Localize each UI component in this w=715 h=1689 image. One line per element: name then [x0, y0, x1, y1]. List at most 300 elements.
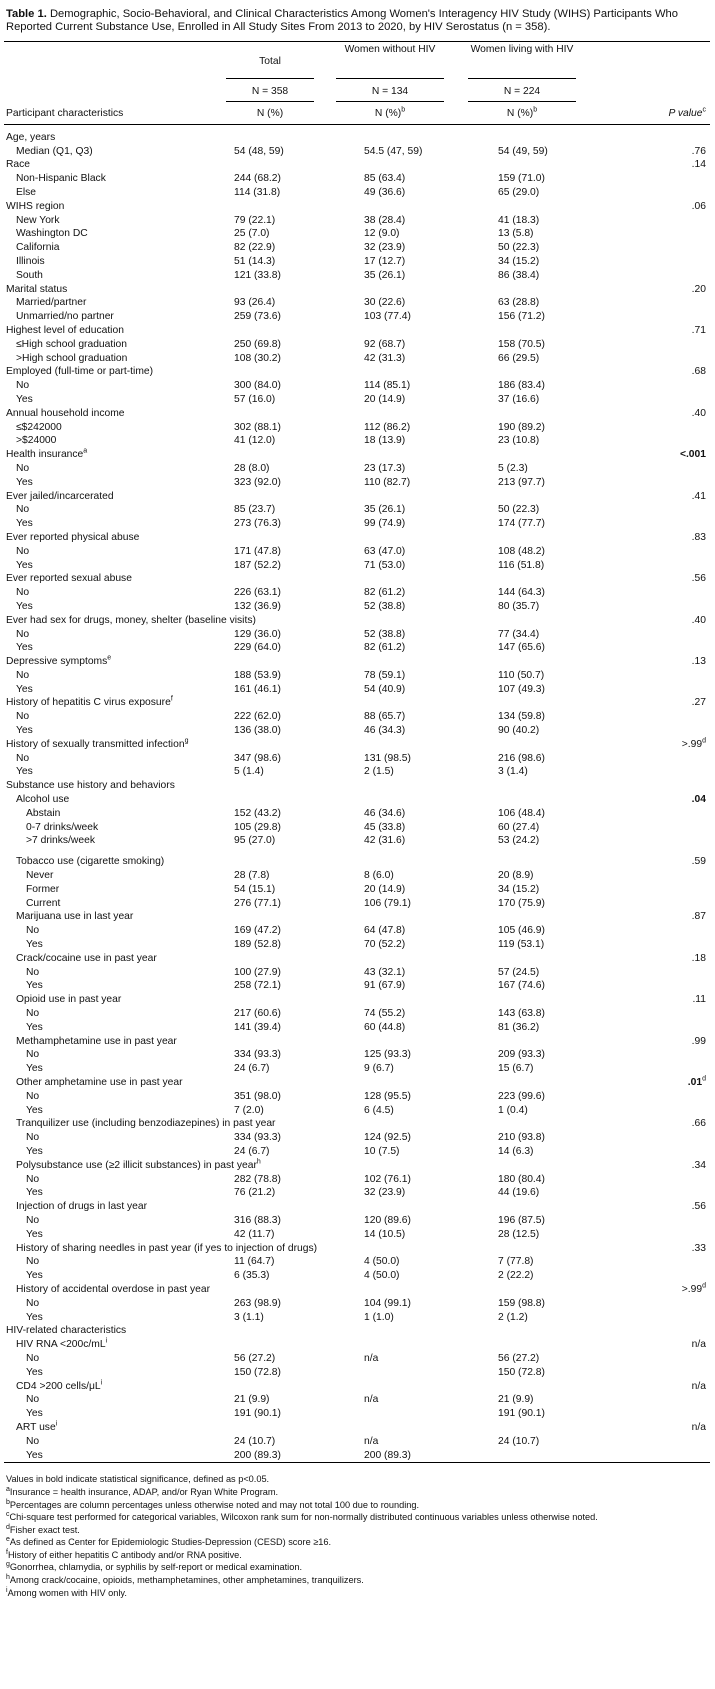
cell-pos: 53 (24.2) [498, 835, 540, 847]
footnote-text: Gonorrhea, chlamydia, or syphilis by self-report or medical examination. [9, 1562, 302, 1573]
cell-pvalue-text: .06 [691, 200, 706, 212]
cell-neg: 92 (68.7) [364, 338, 406, 350]
cell-neg: 85 (63.4) [364, 173, 406, 185]
cell-pos: 54 (49, 59) [498, 145, 548, 157]
cell-pvalue-footnote-mark: d [702, 1282, 706, 1290]
row-label: Annual household income [6, 407, 125, 419]
cell-pos: 105 (46.9) [498, 925, 545, 937]
row-label: Never [26, 870, 54, 882]
cell-neg: 131 (98.5) [364, 752, 411, 764]
footnote-text: Among women with HIV only. [7, 1587, 127, 1598]
footnote-text: Fisher exact test. [9, 1524, 80, 1535]
table-row [4, 393, 710, 407]
cell-pos: 174 (77.7) [498, 518, 545, 530]
cell-pvalue-text: .56 [691, 573, 706, 585]
row-label: No [26, 1173, 40, 1185]
cell-neg: 106 (79.1) [364, 897, 411, 909]
cell-neg: 2 (1.5) [364, 766, 394, 778]
table-row [4, 131, 710, 145]
cell-total: 300 (84.0) [234, 380, 281, 392]
cell-total: 250 (69.8) [234, 338, 281, 350]
cell-total: 217 (60.6) [234, 1008, 281, 1020]
row-label: No [26, 1214, 40, 1226]
cell-total: 259 (73.6) [234, 311, 281, 323]
row-label: No [26, 1435, 40, 1447]
row-label: Washington DC [16, 228, 88, 240]
row-label: Ever reported sexual abuse [6, 573, 132, 585]
cell-pos: 5 (2.3) [498, 462, 528, 474]
cell-total: 132 (36.9) [234, 600, 281, 612]
cell-pos: 34 (15.2) [498, 255, 540, 267]
cell-pos: 106 (48.4) [498, 807, 545, 819]
cell-pvalue [692, 1421, 706, 1435]
cell-pos: 37 (16.6) [498, 393, 540, 405]
cell-pos: 180 (80.4) [498, 1173, 545, 1185]
cell-neg: 10 (7.5) [364, 1145, 400, 1157]
footnote-text: Values in bold indicate statistical significance, defined as p<0.05. [6, 1474, 270, 1485]
header-rule-total [226, 78, 314, 79]
table-row [4, 1283, 710, 1297]
row-label: HIV-related characteristics [6, 1325, 127, 1337]
header-n-total: N = 358 [251, 85, 289, 97]
cell-pos: 116 (51.8) [498, 559, 545, 571]
cell-pvalue-text: .99 [691, 1035, 706, 1047]
header-unit-pos-sup: b [533, 106, 538, 114]
cell-pvalue-text: .34 [691, 1159, 706, 1171]
header-rule-n-pos [468, 101, 576, 102]
footnote [6, 1574, 710, 1587]
cell-pvalue-text: n/a [691, 1380, 706, 1392]
header-pvalue [669, 108, 706, 121]
cell-pos: 170 (75.9) [498, 897, 545, 909]
cell-pvalue-text: <.001 [679, 449, 706, 461]
cell-neg: 6 (4.5) [364, 1104, 394, 1116]
table-row [4, 214, 710, 228]
cell-pvalue [692, 1159, 706, 1173]
row-label: >$24000 [16, 435, 57, 447]
cell-total: 161 (46.1) [234, 683, 281, 695]
footnote-mark: a [6, 1485, 10, 1493]
table-row [4, 1214, 710, 1228]
row-label: Yes [16, 642, 33, 654]
cell-pvalue-text: .18 [691, 952, 706, 964]
table-row [4, 1228, 710, 1242]
table-row [4, 696, 710, 710]
cell-neg: 4 (50.0) [364, 1270, 400, 1282]
row-label-footnote-mark: a [83, 447, 88, 455]
cell-neg: 54.5 (47, 59) [364, 145, 423, 157]
cell-neg: 102 (76.1) [364, 1173, 411, 1185]
table-row [4, 641, 710, 655]
row-label-footnote-mark: e [107, 654, 112, 662]
row-label: Yes [16, 559, 33, 571]
table-row [4, 434, 710, 448]
cell-total: 76 (21.2) [234, 1187, 276, 1199]
table-row [4, 1297, 710, 1311]
table-row [4, 352, 710, 366]
row-label-footnote-mark: h [256, 1158, 261, 1166]
footnote [6, 1473, 710, 1486]
row-label: Health insurance$^a$ [6, 447, 88, 461]
row-label: Tobacco use (cigarette smoking) [16, 856, 165, 868]
cell-pos: 15 (6.7) [498, 1063, 534, 1075]
footnote [6, 1536, 710, 1549]
cell-total: 3 (1.1) [234, 1311, 264, 1323]
cell-pos: 134 (59.8) [498, 711, 545, 723]
table-row [4, 1104, 710, 1118]
cell-total: 129 (36.0) [234, 628, 281, 640]
table-row [4, 765, 710, 779]
cell-total: 108 (30.2) [234, 352, 281, 364]
table-row [4, 1090, 710, 1104]
table-row [4, 227, 710, 241]
cell-total: 273 (76.3) [234, 518, 281, 530]
footnote [6, 1499, 710, 1512]
table-row [4, 952, 710, 966]
row-label: New York [16, 214, 60, 226]
cell-pvalue [692, 1242, 706, 1256]
table-row [4, 628, 710, 642]
table-row [4, 1117, 710, 1131]
cell-pvalue-text: .40 [691, 407, 706, 419]
cell-pvalue-text: .83 [691, 531, 706, 543]
cell-pvalue-text: n/a [691, 1421, 706, 1433]
cell-neg: 12 (9.0) [364, 228, 400, 240]
table-row [4, 531, 710, 545]
cell-neg: 112 (86.2) [364, 421, 411, 433]
cell-pos: 186 (83.4) [498, 380, 545, 392]
row-label: Yes [26, 1270, 43, 1282]
cell-total: 41 (12.0) [234, 435, 276, 447]
table-body [4, 131, 710, 1463]
cell-pos: 196 (87.5) [498, 1214, 545, 1226]
cell-total: 258 (72.1) [234, 980, 281, 992]
cell-total: 5 (1.4) [234, 766, 264, 778]
cell-pos: 156 (71.2) [498, 311, 545, 323]
header-rule-n-neg [336, 101, 444, 102]
cell-pvalue-text: .68 [691, 366, 706, 378]
row-label: Yes [16, 600, 33, 612]
cell-pos: 2 (1.2) [498, 1311, 528, 1323]
cell-neg: 63 (47.0) [364, 545, 406, 557]
footnote [6, 1587, 710, 1600]
footnote-text: History of either hepatitis C antibody and/or RNA positive. [7, 1549, 242, 1560]
cell-neg: 200 (89.3) [364, 1449, 411, 1461]
table-row [4, 255, 710, 269]
row-label: No [16, 462, 30, 474]
cell-total: 351 (98.0) [234, 1090, 281, 1102]
cell-pvalue-text: .13 [691, 656, 706, 668]
cell-neg: 71 (53.0) [364, 559, 406, 571]
table-row [4, 669, 710, 683]
footnote [6, 1561, 710, 1574]
cell-pos: 80 (35.7) [498, 600, 540, 612]
header-rule-pos [468, 78, 576, 79]
cell-pos: 28 (12.5) [498, 1228, 540, 1240]
row-label: Tranquilizer use (including benzodiazepines) in past year [16, 1118, 276, 1130]
table-row [4, 1352, 710, 1366]
cell-pvalue [692, 696, 706, 710]
row-label: Substance use history and behaviors [6, 780, 175, 792]
table-row [4, 1449, 710, 1463]
cell-neg: 49 (36.6) [364, 187, 406, 198]
row-label: Employed (full-time or part-time) [6, 366, 154, 378]
row-label: Former [26, 883, 60, 895]
table-row [4, 310, 710, 324]
cell-pvalue-footnote-mark: d [702, 737, 706, 745]
cell-pvalue-text: .11 [692, 994, 706, 1006]
cell-pos: 41 (18.3) [498, 214, 540, 226]
cell-pos: 56 (27.2) [498, 1352, 540, 1364]
cell-total: 24 (6.7) [234, 1063, 270, 1075]
cell-total: 54 (15.1) [234, 883, 276, 895]
row-label-footnote-mark: g [184, 737, 189, 745]
cell-pvalue-text: .40 [691, 614, 706, 626]
cell-pvalue [692, 952, 706, 966]
row-label: Opioid use in past year [16, 994, 122, 1006]
row-label: No [16, 380, 30, 392]
row-label: Non-Hispanic Black [16, 173, 106, 185]
characteristics-table [4, 41, 710, 1464]
cell-pos: 119 (53.1) [498, 939, 545, 951]
row-label: No [16, 628, 30, 640]
header-women-living-with-hiv: Women living with HIV [470, 43, 574, 55]
cell-pos: 147 (65.6) [498, 642, 545, 654]
cell-total: 316 (88.3) [234, 1214, 281, 1226]
cell-neg: n/a [364, 1394, 379, 1406]
cell-pos: 60 (27.4) [498, 821, 540, 833]
row-label: Yes [16, 476, 33, 488]
header-rule-neg [336, 78, 444, 79]
row-label: 0-7 drinks/week [26, 821, 99, 833]
row-label: Yes [26, 1187, 43, 1199]
cell-pos: 143 (63.8) [498, 1008, 545, 1020]
cell-total: 121 (33.8) [234, 269, 281, 281]
table-row [4, 966, 710, 980]
cell-pos: 20 (8.9) [498, 870, 534, 882]
cell-neg: 4 (50.0) [364, 1256, 400, 1268]
cell-pos: 191 (90.1) [498, 1408, 545, 1420]
cell-neg: 74 (55.2) [364, 1008, 406, 1020]
row-label: Yes [26, 980, 43, 992]
cell-total: 141 (39.4) [234, 1021, 281, 1033]
row-label: No [26, 1049, 40, 1061]
cell-pvalue [682, 1283, 706, 1297]
cell-pos: 66 (29.5) [498, 352, 540, 364]
cell-pos: 167 (74.6) [498, 980, 545, 992]
table-row [4, 655, 710, 669]
cell-neg: 91 (67.9) [364, 980, 406, 992]
cell-total: 25 (7.0) [234, 228, 270, 240]
header-pvalue-text: P value [668, 107, 703, 119]
footnote-mark: i [6, 1586, 8, 1594]
cell-neg: 45 (33.8) [364, 821, 406, 833]
cell-neg: 9 (6.7) [364, 1063, 394, 1075]
cell-pos: 90 (40.2) [498, 725, 540, 737]
row-label: Methamphetamine use in past year [16, 1035, 177, 1047]
row-label: Ever had sex for drugs, money, shelter (baseline visits) [6, 614, 256, 626]
cell-pvalue [682, 738, 706, 752]
table-row [4, 710, 710, 724]
table-caption-label: Table 1. [6, 8, 47, 20]
row-label: Ever reported physical abuse [6, 531, 140, 543]
cell-pvalue-text: .04 [691, 794, 706, 806]
cell-total: 334 (93.3) [234, 1132, 281, 1144]
row-label: Alcohol use [16, 794, 70, 806]
table-row [4, 993, 710, 1007]
row-label: Yes [26, 1021, 43, 1033]
row-label: Yes [26, 1311, 43, 1323]
cell-total: 152 (43.2) [234, 807, 281, 819]
cell-pvalue [692, 572, 706, 586]
row-label: Marital status [6, 283, 68, 295]
cell-neg: 35 (26.1) [364, 269, 406, 281]
table-row [4, 1407, 710, 1421]
cell-total: 95 (27.0) [234, 835, 276, 847]
table-row [4, 683, 710, 697]
table-row [4, 379, 710, 393]
table-row [4, 421, 710, 435]
row-label: No [16, 669, 30, 681]
header-unit-neg-text: N (%) [374, 107, 402, 119]
cell-pvalue-text: .27 [691, 697, 706, 709]
cell-pos: 57 (24.5) [498, 966, 540, 978]
cell-pvalue-text: .33 [691, 1242, 706, 1254]
cell-total: 282 (78.8) [234, 1173, 281, 1185]
cell-pvalue-text: n/a [691, 1339, 706, 1351]
cell-pos: 3 (1.4) [498, 766, 528, 778]
header-n-pos: N = 224 [503, 85, 541, 97]
table-header [4, 42, 710, 128]
table-row [4, 1007, 710, 1021]
cell-pvalue [692, 614, 706, 628]
cell-pos: 159 (71.0) [498, 173, 545, 185]
cell-neg: 124 (92.5) [364, 1132, 411, 1144]
table-row [4, 938, 710, 952]
table-row [4, 1200, 710, 1214]
table-row [4, 338, 710, 352]
cell-pvalue-text: .56 [691, 1201, 706, 1213]
row-label: Crack/cocaine use in past year [16, 952, 157, 964]
cell-pvalue [692, 855, 706, 869]
row-label: No [16, 587, 30, 599]
row-label: WIHS region [6, 200, 65, 212]
cell-pvalue [692, 365, 706, 379]
cell-pos: 81 (36.2) [498, 1021, 540, 1033]
cell-neg: 54 (40.9) [364, 683, 406, 695]
cell-total: 114 (31.8) [234, 187, 281, 198]
table-row [4, 283, 710, 297]
row-label: Current [26, 897, 61, 909]
table-row [4, 724, 710, 738]
cell-pos: 158 (70.5) [498, 338, 545, 350]
row-label: ≤High school graduation [16, 338, 127, 350]
row-label: Yes [16, 766, 33, 778]
cell-total: 150 (72.8) [234, 1366, 281, 1378]
table-row [4, 910, 710, 924]
cell-pvalue-text: .71 [691, 324, 706, 336]
cell-neg: 70 (52.2) [364, 939, 406, 951]
cell-pvalue-text: .76 [691, 145, 706, 157]
table-row [4, 296, 710, 310]
cell-pos: 144 (64.3) [498, 587, 545, 599]
cell-neg: 60 (44.8) [364, 1021, 406, 1033]
cell-neg: 32 (23.9) [364, 242, 406, 254]
cell-total: 56 (27.2) [234, 1352, 276, 1364]
cell-pvalue [692, 145, 706, 159]
cell-pos: 14 (6.3) [498, 1145, 534, 1157]
cell-pos: 213 (97.7) [498, 476, 545, 488]
row-label: Age, years [6, 131, 56, 143]
cell-neg: 82 (61.2) [364, 587, 406, 599]
cell-pvalue [692, 993, 706, 1007]
row-label: No [26, 1297, 40, 1309]
row-label: >High school graduation [16, 352, 128, 364]
row-label: Injection of drugs in last year [16, 1201, 148, 1213]
cell-pvalue [692, 200, 706, 214]
row-label: Depressive symptoms$^e$ [6, 654, 112, 668]
table-row [4, 855, 710, 869]
cell-neg: 14 (10.5) [364, 1228, 406, 1240]
cell-pos: 50 (22.3) [498, 242, 540, 254]
table-row [4, 545, 710, 559]
cell-total: 7 (2.0) [234, 1104, 264, 1116]
cell-pos: 24 (10.7) [498, 1435, 540, 1447]
cell-total: 191 (90.1) [234, 1408, 281, 1420]
table-row [4, 172, 710, 186]
cell-pos: 159 (98.8) [498, 1297, 545, 1309]
row-label: Marijuana use in last year [16, 911, 134, 923]
document-page [4, 0, 710, 1599]
row-label: Yes [16, 683, 33, 695]
header-pvalue-sup: c [702, 106, 706, 114]
cell-total: 187 (52.2) [234, 559, 281, 571]
row-label: ≤$242000 [16, 421, 62, 433]
cell-total: 24 (6.7) [234, 1145, 270, 1157]
cell-pvalue [692, 910, 706, 924]
table-row [4, 738, 710, 752]
table-footnotes [6, 1473, 710, 1599]
table-row [4, 1435, 710, 1449]
cell-total: 21 (9.9) [234, 1394, 270, 1406]
cell-pvalue-text: .41 [691, 490, 706, 502]
cell-neg: 18 (13.9) [364, 435, 406, 447]
cell-total: 105 (29.8) [234, 821, 281, 833]
cell-total: 51 (14.3) [234, 255, 276, 267]
cell-total: 334 (93.3) [234, 1049, 281, 1061]
table-row [4, 614, 710, 628]
table-row [4, 1076, 710, 1090]
cell-pos: 23 (10.8) [498, 435, 540, 447]
cell-neg: 8 (6.0) [364, 870, 394, 882]
table-row [4, 200, 710, 214]
cell-pvalue [692, 158, 706, 172]
cell-pos: 110 (50.7) [498, 669, 545, 681]
cell-neg: 125 (93.3) [364, 1049, 411, 1061]
cell-neg: 52 (38.8) [364, 628, 406, 640]
table-row [4, 1242, 710, 1256]
cell-total: 42 (11.7) [234, 1228, 275, 1240]
row-label: Yes [26, 1104, 43, 1116]
cell-pos: 210 (93.8) [498, 1132, 545, 1144]
header-women-without-hiv: Women without HIV [344, 43, 436, 55]
cell-total: 276 (77.1) [234, 897, 281, 909]
row-label: South [16, 269, 43, 281]
cell-pvalue [692, 490, 706, 504]
cell-total: 200 (89.3) [234, 1449, 281, 1461]
cell-pos: 216 (98.6) [498, 752, 545, 764]
cell-neg: 46 (34.6) [364, 807, 406, 819]
